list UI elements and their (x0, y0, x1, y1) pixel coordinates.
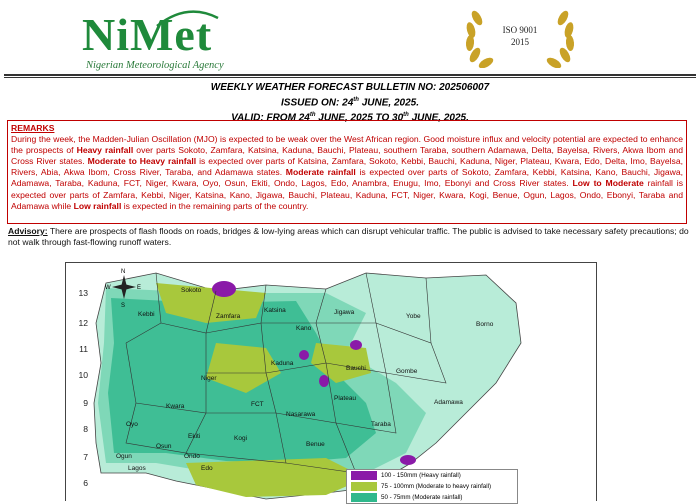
state-label: Sokoto (181, 287, 202, 294)
state-label: Plateau (334, 395, 357, 402)
legend-swatch (351, 493, 377, 502)
state-label: Edo (201, 465, 213, 472)
state-label: Borno (476, 321, 494, 328)
state-label: Ekiti (188, 433, 201, 440)
map-legend (346, 469, 518, 504)
lat-label: 9 (83, 398, 88, 408)
state-label: Benue (306, 441, 325, 448)
zone-heavy-plateau (319, 375, 329, 387)
legend-item: 100 - 150mm (Heavy rainfall) (347, 470, 517, 481)
state-label: Ondo (184, 453, 200, 460)
state-label: Nasarawa (286, 411, 316, 418)
logo-text: NiMet (82, 9, 213, 60)
remarks-box (7, 120, 687, 224)
lat-label: 13 (78, 288, 88, 298)
svg-text:E: E (137, 285, 142, 291)
state-label: Yobe (406, 313, 421, 320)
state-label: Jigawa (334, 309, 355, 316)
iso-year: 2015 (511, 37, 529, 47)
svg-text:S: S (121, 303, 126, 309)
lat-label: 12 (78, 318, 88, 328)
header-rule-bottom (4, 77, 696, 78)
iso-badge (455, 6, 585, 68)
state-label: Gombe (396, 368, 418, 375)
zone-heavy-south (400, 455, 416, 465)
state-label: Taraba (371, 421, 391, 428)
advisory-heading: Advisory: (8, 226, 48, 236)
advisory-text: Advisory: There are prospects of flash floods on roads, bridges & low-lying areas which can disrupt vehicular traffic. The public is advised to take necessary safety precautions; do not walk through fast-flowing runoff waters. (8, 226, 689, 247)
state-label: Kwara (166, 403, 185, 410)
lat-label: 7 (83, 452, 88, 462)
state-label: Kano (296, 325, 312, 332)
valid-period: VALID: FROM 24th JUNE, 2025 TO 30th JUNE, 2025. (231, 112, 469, 124)
state-label: Kaduna (271, 360, 294, 367)
state-label: Katsina (264, 307, 286, 314)
rainfall-map (65, 262, 597, 501)
state-label: Zamfara (216, 313, 241, 320)
legend-swatch (351, 482, 377, 491)
zone-heavy-kaduna (299, 350, 309, 360)
lat-label: 11 (79, 344, 88, 354)
state-label: Niger (201, 375, 217, 382)
logo-subtitle: Nigerian Meteorological Agency (86, 60, 224, 71)
bulletin-header (0, 0, 700, 74)
lat-label: 6 (83, 478, 88, 488)
state-label: Ogun (116, 453, 132, 460)
svg-text:N: N (121, 269, 126, 275)
state-label: Kogi (234, 435, 248, 442)
remarks-text: During the week, the Madden-Julian Oscillation (MJO) is expected to be weak over the West African region. Good moisture influx and velocity potential are expected to enhance the prospects of Heavy rainfall over parts Sokoto, Zamfara, Katsina, Kaduna, Bauchi, Plateau, southern Taraba, southern Adamawa, Delta, Bayelsa, Rivers, Akwa Ibom and Cross River states. Moderate to Heavy rainfall is expected over parts of Katsina, Zamfara, Sokoto, Kebbi, Bauchi, Kaduna, Niger, Plateau, Kwara, Edo, Delta, Imo, Bayelsa, Rivers, Abia, Akwa Ibom, Cross River, Taraba, and Adamawa states. Moderate rainfall is expected over parts of Sokoto, Zamfara, Kebbi, Katsina, Kano, Bauchi, Jigawa, Adamawa, Taraba, Kaduna, FCT, Niger, Kwara, Oyo, Osun, Ekiti, Ondo, Lagos, Edo, Anambra, Enugu, Imo, Ebonyi and Cross River states. Low to Moderate rainfall is expected over parts of Zamfara, Kebbi, Niger, Katsina, Kano, Jigawa, Bauchi, Plateau, Kaduna, FCT, Niger, Kwara, Kogi, Benue, Ogun, Lagos, Ondo, Ebonyi, Taraba and Adamawa while Low rainfall is expected in the remaining parts of the country. (11, 134, 684, 211)
state-label: FCT (251, 401, 264, 408)
state-label: Kebbi (138, 311, 155, 318)
legend-item: 50 - 75mm (Moderate rainfall) (347, 492, 517, 503)
lat-label: 10 (78, 370, 88, 380)
state-label: Osun (156, 443, 172, 450)
state-label: Adamawa (434, 399, 463, 406)
header-rule-top (4, 74, 696, 76)
state-label: Bauchi (346, 365, 366, 372)
legend-swatch (351, 471, 377, 480)
zone-heavy-bauchi (350, 340, 362, 350)
svg-text:W: W (105, 285, 111, 291)
iso-label: ISO 9001 (502, 25, 538, 35)
bulletin-number: WEEKLY WEATHER FORECAST BULLETIN NO: 202506007 (210, 82, 490, 93)
legend-item: 75 - 100mm (Moderate to heavy rainfall) (347, 481, 517, 492)
state-label: Oyo (126, 421, 138, 428)
state-label: Lagos (128, 465, 146, 472)
nimet-logo (82, 10, 254, 72)
bulletin-title (0, 82, 700, 125)
latitude-axis (62, 262, 92, 500)
zone-heavy-sokoto (212, 281, 236, 297)
lat-label: 8 (83, 424, 88, 434)
remarks-heading: REMARKS (11, 123, 55, 133)
issued-date: ISSUED ON: 24th JUNE, 2025. (281, 97, 419, 109)
